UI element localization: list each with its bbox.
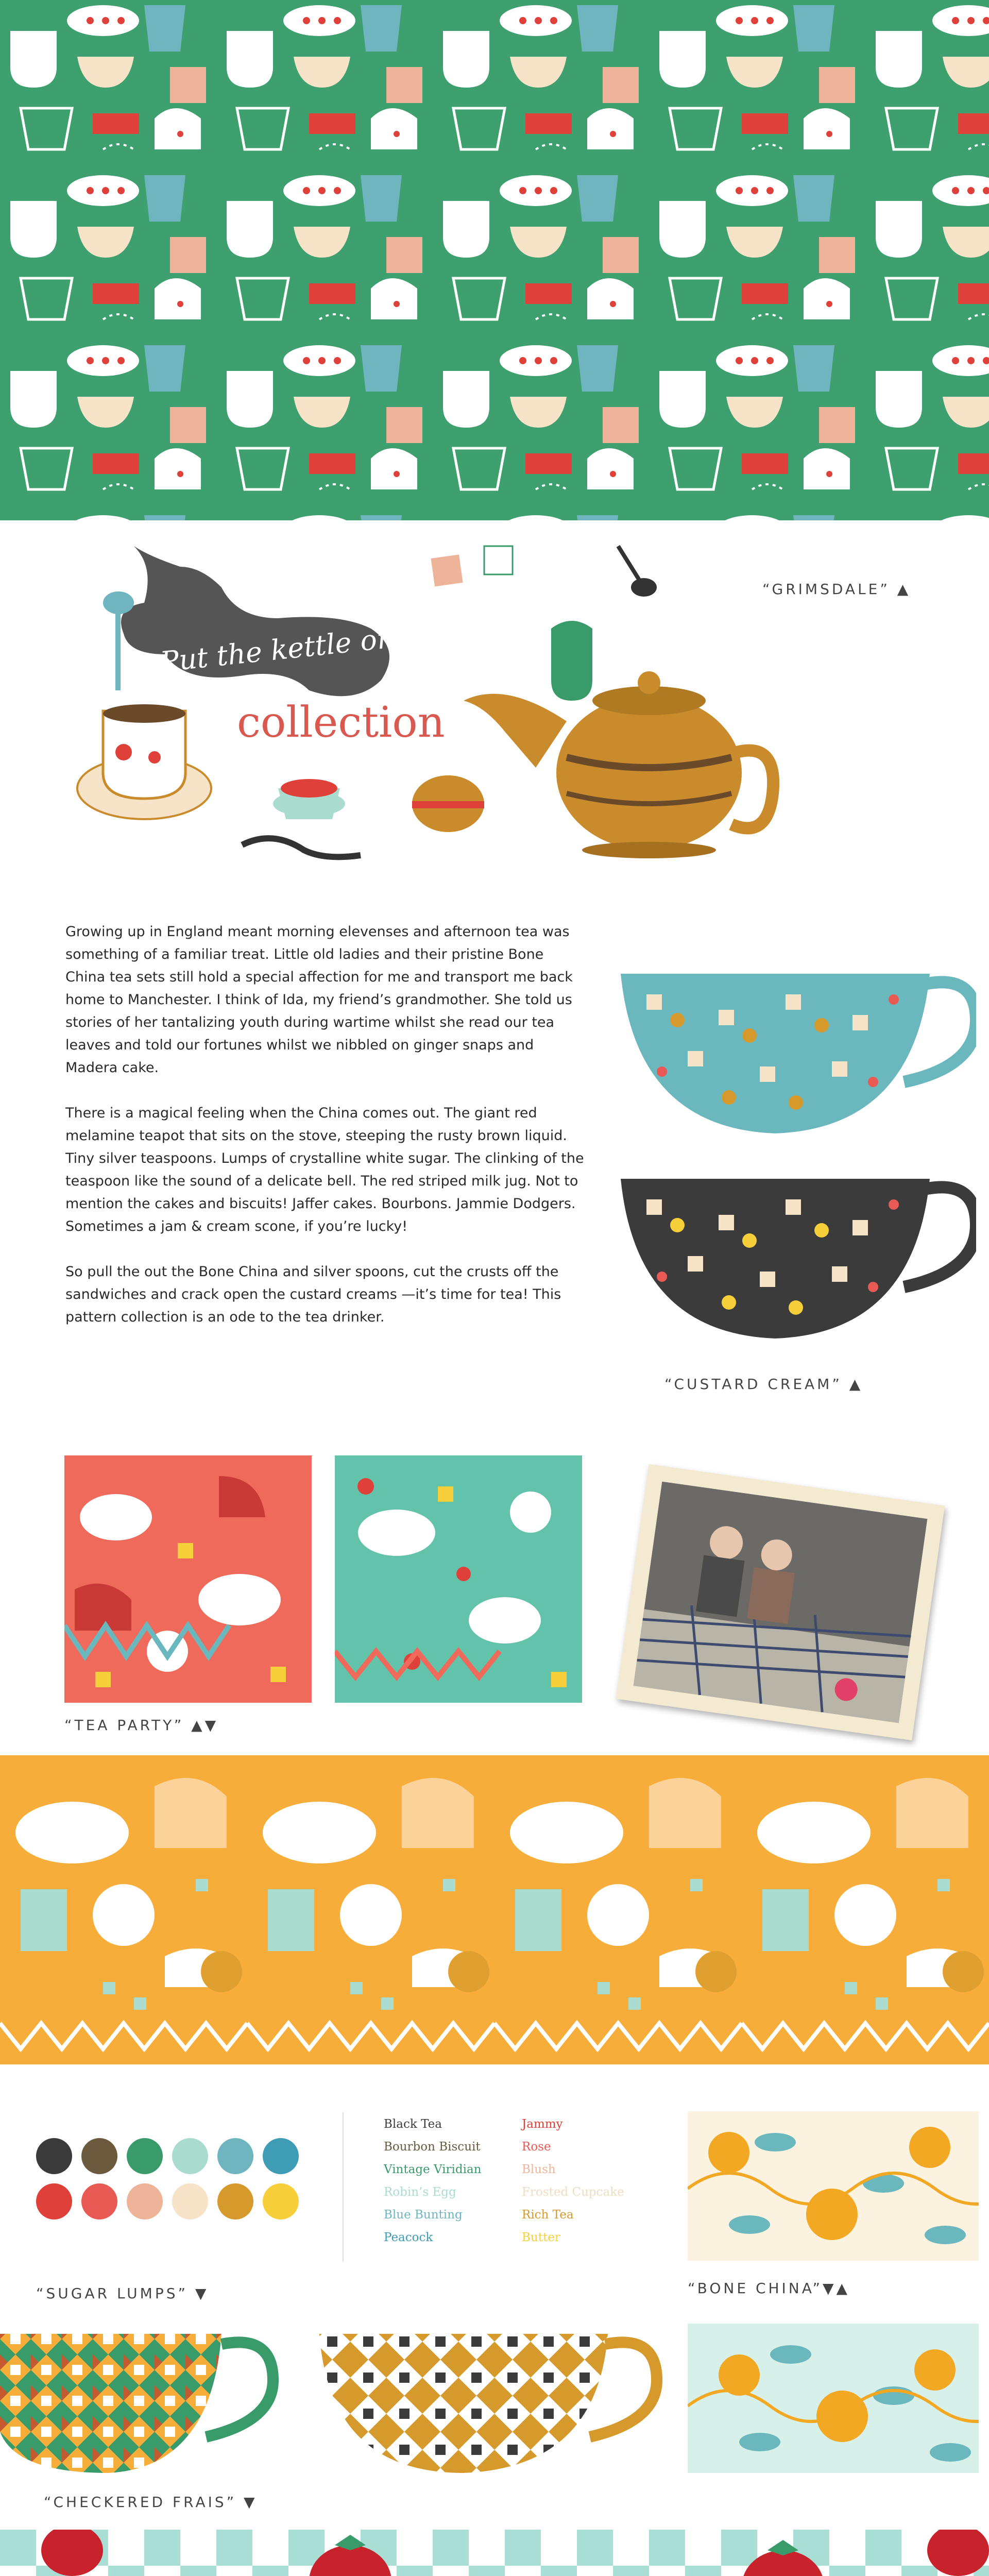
tea-party-swatch-teal bbox=[335, 1455, 582, 1703]
caption-grimsdale: “GRIMSDALE” ▲ bbox=[762, 581, 911, 598]
color-name-3: Vintage Viridian bbox=[384, 2163, 482, 2176]
swatch-2 bbox=[81, 2138, 117, 2174]
caption-sugar-lumps: “SUGAR LUMPS” ▼ bbox=[36, 2285, 209, 2302]
custard-cream-teacup-dark bbox=[616, 1168, 976, 1354]
caption-tea-party: “TEA PARTY” ▲▼ bbox=[64, 1717, 219, 1734]
color-name-7: Jammy bbox=[522, 2117, 563, 2131]
caption-bone-china: “BONE CHINA”▼▲ bbox=[688, 2280, 850, 2297]
color-name-10: Frosted Cupcake bbox=[522, 2185, 624, 2199]
color-name-11: Rich Tea bbox=[522, 2208, 574, 2222]
color-name-12: Butter bbox=[522, 2231, 560, 2244]
color-name-1: Black Tea bbox=[384, 2117, 442, 2131]
swatch-4 bbox=[172, 2138, 208, 2174]
tea-party-swatch-coral bbox=[64, 1455, 312, 1703]
caption-custard-cream: “CUSTARD CREAM” ▲ bbox=[664, 1376, 863, 1393]
kettle-illustration bbox=[72, 536, 824, 896]
caption-checkered-frais: “CHECKERED FRAIS” ▼ bbox=[44, 2494, 258, 2511]
swatch-7 bbox=[36, 2183, 72, 2219]
color-name-9: Blush bbox=[522, 2163, 556, 2176]
swatch-3 bbox=[127, 2138, 163, 2174]
palette-names-left bbox=[384, 2117, 528, 2262]
swatch-8 bbox=[81, 2183, 117, 2219]
intro-paragraph-1: Growing up in England meant morning elevenses and afternoon tea was something of a familiar treat. Little old ladies and their pristine Bone China tea sets still hold a special affection for me and transport me back home to Manchester. I think of Ida, my friend’s grandmother. She told us stories of her tantalizing youth during wartime whilst she read our tea leaves and told our fortunes whilst we nibbled on ginger snaps and Madera cake. bbox=[65, 924, 573, 1076]
swatch-1 bbox=[36, 2138, 72, 2174]
tea-pattern-banner-orange bbox=[0, 1755, 989, 2064]
hero-script-title: Put the kettle on bbox=[158, 621, 397, 679]
hero-collection-word: collection bbox=[237, 698, 445, 747]
color-name-6: Peacock bbox=[384, 2231, 433, 2244]
checkered-frais-art bbox=[0, 2530, 989, 2576]
grimsdale-pattern-art bbox=[0, 0, 989, 520]
custard-cream-teacup-teal bbox=[616, 963, 976, 1149]
intro-text bbox=[65, 921, 586, 1351]
bone-china-swatch-cream bbox=[688, 2111, 979, 2261]
grimsdale-pattern-banner bbox=[0, 0, 989, 520]
color-name-2: Bourbon Biscuit bbox=[384, 2140, 481, 2154]
checkered-frais-banner bbox=[0, 2530, 989, 2576]
kids-tea-party-photo bbox=[616, 1464, 945, 1740]
intro-paragraph-2: There is a magical feeling when the China comes out. The giant red melamine teapot that sits on the stove, steeping the rusty brown liquid. Tiny silver teaspoons. Lumps of crystalline white sugar. The clinking of the teaspoon like the sound of a delicate bell. The red striped milk jug. Not to mention the cakes and biscuits! Jaffer cakes. Bourbons. Jammie Dodgers. Sometimes a jam & cream scone, if you’re lucky! bbox=[65, 1105, 584, 1234]
swatch-10 bbox=[172, 2183, 208, 2219]
swatch-5 bbox=[217, 2138, 253, 2174]
palette-divider bbox=[343, 2112, 344, 2262]
sugar-lumps-cup-ochre bbox=[314, 2324, 675, 2483]
swatch-9 bbox=[127, 2183, 163, 2219]
palette-swatches bbox=[36, 2138, 304, 2231]
swatch-12 bbox=[263, 2183, 299, 2219]
bone-china-swatch-mint bbox=[688, 2324, 979, 2473]
hero-illustration bbox=[72, 536, 824, 896]
intro-paragraph-3: So pull the out the Bone China and silver spoons, cut the crusts off the sandwiches and crack open the custard creams —it’s time for tea! This pattern collection is an ode to the tea drinker. bbox=[65, 1264, 561, 1325]
sugar-lumps-cup-teal bbox=[0, 2324, 288, 2483]
color-name-4: Robin’s Egg bbox=[384, 2185, 456, 2199]
swatch-11 bbox=[217, 2183, 253, 2219]
palette-names-right bbox=[522, 2117, 666, 2262]
tea-pattern-orange-art bbox=[0, 1755, 989, 2064]
swatch-6 bbox=[263, 2138, 299, 2174]
color-name-5: Blue Bunting bbox=[384, 2208, 463, 2222]
color-name-8: Rose bbox=[522, 2140, 551, 2154]
